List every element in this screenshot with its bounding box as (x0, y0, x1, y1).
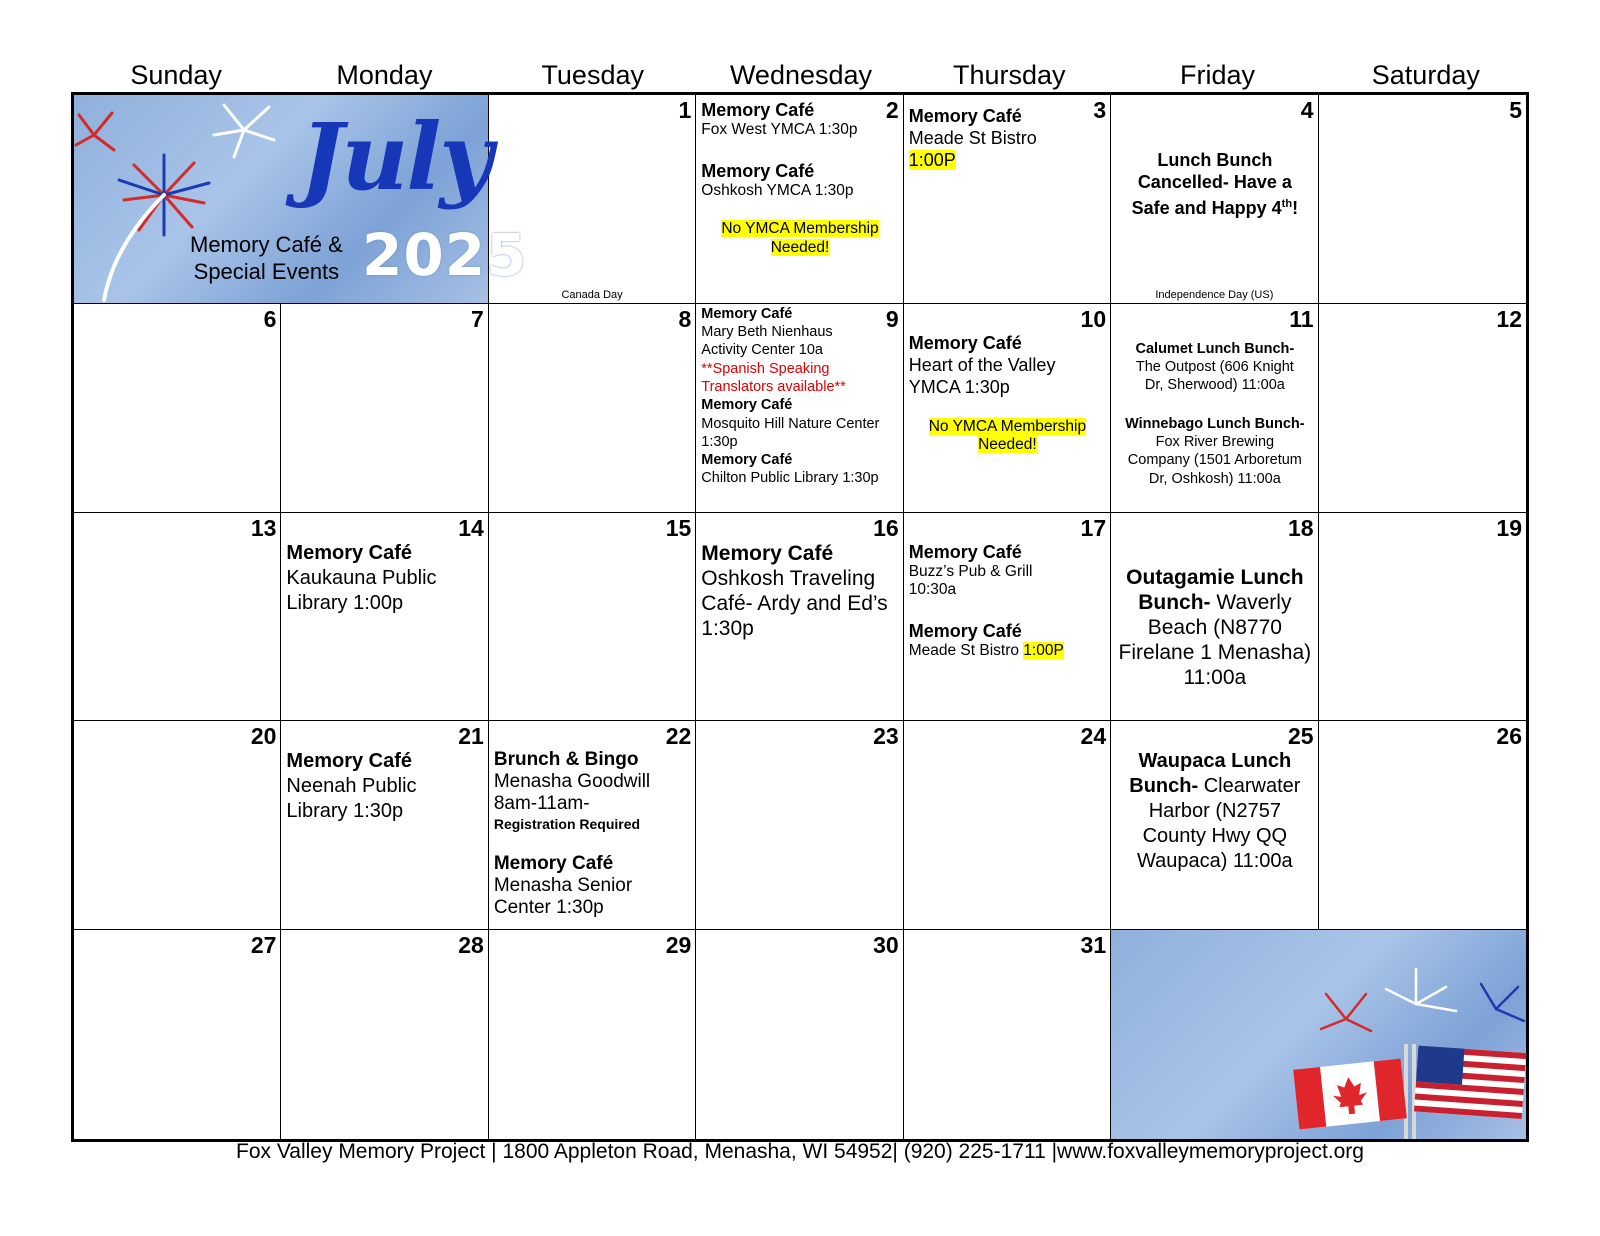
day-cell-19 (1319, 513, 1526, 722)
event-location: Dr, Sherwood) 11:00a (1144, 377, 1285, 394)
event-time: 1:00P (1023, 641, 1064, 659)
day-cell-25 (1111, 721, 1318, 930)
day-number: 15 (665, 514, 692, 541)
banner-subtitle-line1: Memory Café & (190, 232, 343, 257)
day-cell-12 (1319, 304, 1526, 513)
event-location: Meade St Bistro 1:00P (908, 641, 1064, 659)
month-banner (74, 95, 528, 304)
day-cell-15 (489, 513, 696, 722)
event-location: Center 1:30p (493, 897, 604, 919)
day-cell-16 (696, 513, 903, 722)
day-number: 16 (873, 514, 899, 541)
day-cell-24 (904, 721, 1111, 930)
weekday-thursday: Thursday (952, 60, 1066, 90)
event-line: Bunch- Waverly (1138, 590, 1292, 614)
day-cell-26 (1319, 721, 1526, 930)
event-line: Cancelled- Have a (1137, 172, 1292, 192)
event-time: 1:30p (701, 616, 754, 640)
event-title: Outagamie Lunch (1126, 565, 1304, 589)
day-number: 8 (678, 305, 692, 332)
event-title: Memory Café (286, 541, 413, 564)
day-number: 20 (250, 723, 277, 750)
event-title: Memory Café (908, 620, 1022, 641)
flags-decoration (1111, 930, 1526, 1139)
event-location: Oshkosh YMCA 1:30p (701, 181, 854, 199)
weekday-friday: Friday (1180, 60, 1256, 90)
day-number: 12 (1496, 305, 1522, 332)
day-number: 3 (1093, 97, 1107, 123)
event-location: Waupaca) 11:00a (1137, 850, 1293, 873)
day-number: 2 (885, 97, 899, 123)
event-location: Meade St Bistro (908, 128, 1037, 148)
event-title: Calumet Lunch Bunch- (1135, 340, 1295, 357)
event-title: Memory Café (701, 397, 793, 414)
day-number: 17 (1080, 514, 1107, 541)
banner-year: 2025 (362, 221, 528, 289)
event-line: Lunch Bunch (1157, 150, 1273, 170)
day-cell-30 (696, 930, 903, 1139)
event-location: Mary Beth Nienhaus (701, 324, 833, 341)
membership-note (909, 418, 1106, 455)
event-title: Memory Café (908, 541, 1022, 562)
day-cell-21 (281, 721, 488, 930)
calendar-grid (71, 92, 1529, 1142)
event-location: Kaukauna Public (286, 566, 437, 589)
event-time: 8am-11am- (493, 793, 590, 815)
banner-subtitle (190, 231, 343, 285)
day-number: 6 (263, 305, 277, 332)
holiday-label: Canada Day (561, 288, 623, 301)
event-title: Memory Café (701, 452, 793, 469)
day-number: 5 (1509, 97, 1522, 123)
usa-flag-icon (1414, 1046, 1526, 1119)
event-title: Memory Café (701, 541, 834, 565)
day-cell-22 (489, 721, 696, 930)
flags-icon (1256, 949, 1526, 1139)
event-time: 11:00a (1183, 665, 1247, 689)
event-location: Buzz’s Pub & Grill (908, 562, 1033, 580)
day-cell-31 (904, 930, 1111, 1139)
day-number: 19 (1496, 514, 1522, 541)
day-number: 27 (250, 932, 277, 959)
event-location: Mosquito Hill Nature Center (701, 415, 880, 432)
day-number: 13 (250, 514, 277, 541)
day-number: 14 (458, 514, 484, 541)
translator-note: **Spanish Speaking (701, 360, 830, 377)
day-number: 10 (1080, 305, 1107, 332)
day-cell-8 (489, 304, 696, 513)
weekday-wednesday: Wednesday (729, 60, 873, 90)
event-location: Company (1501 Arboretum (1127, 452, 1302, 469)
day-number: 9 (885, 305, 899, 332)
weekday-sunday: Sunday (130, 60, 222, 90)
day-cell-27 (74, 930, 281, 1139)
event-time: 1:30p (701, 433, 738, 450)
event-title: Memory Café (701, 100, 815, 120)
day-cell-7 (281, 304, 488, 513)
event-title: Waupaca Lunch (1138, 750, 1292, 773)
event-location: Neenah Public (286, 775, 417, 798)
event-location: Library 1:30p (286, 800, 404, 823)
weekday-header (72, 58, 1530, 92)
event-location: Harbor (N2757 (1148, 800, 1281, 823)
event-location: Firelane 1 Menasha) (1118, 640, 1312, 664)
day-number: 29 (665, 932, 692, 959)
weekday-tuesday: Tuesday (541, 60, 644, 90)
day-number: 11 (1289, 305, 1314, 332)
event-location: Menasha Goodwill (493, 771, 651, 793)
day-number: 7 (471, 305, 484, 332)
event-location: Activity Center 10a (701, 342, 823, 359)
membership-note (701, 220, 898, 257)
day-cell-13 (74, 513, 281, 722)
event-time: 10:30a (908, 581, 957, 599)
event-location: Oshkosh Traveling (701, 566, 876, 590)
day-number: 31 (1080, 932, 1107, 959)
event-title: Memory Café (701, 305, 793, 322)
day-number: 1 (678, 97, 692, 123)
day-number: 25 (1287, 723, 1314, 750)
registration-note: Registration Required (493, 816, 641, 833)
membership-note-line2: Needed! (770, 238, 830, 256)
event-title: Brunch & Bingo (493, 749, 639, 771)
event-title: Memory Café (286, 750, 413, 773)
membership-note-line1: No YMCA Membership (928, 417, 1087, 435)
day-cell-28 (281, 930, 488, 1139)
event-title: Winnebago Lunch Bunch- (1125, 415, 1305, 432)
event-title: Memory Café (493, 853, 614, 875)
day-number: 26 (1496, 723, 1522, 750)
day-cell-29 (489, 930, 696, 1139)
event-location: Café- Ardy and Ed’s (701, 591, 888, 615)
event-location: Fox River Brewing (1155, 433, 1275, 450)
month-title: July (300, 103, 491, 211)
event-location: Dr, Oshkosh) 11:00a (1148, 470, 1281, 487)
day-cell-1 (489, 95, 696, 304)
event-location: County Hwy QQ (1142, 825, 1288, 848)
day-number: 30 (873, 932, 899, 959)
translator-note: Translators available** (701, 378, 846, 395)
day-cell-4 (1111, 95, 1318, 304)
event-location: Library 1:00p (286, 591, 404, 614)
weekday-monday: Monday (336, 60, 433, 90)
event-location: Heart of the Valley (908, 354, 1056, 375)
day-cell-11 (1111, 304, 1318, 513)
event-title: Memory Café (908, 332, 1022, 353)
event-location: Beach (N8770 (1147, 615, 1282, 639)
canada-flag-icon (1293, 1059, 1407, 1130)
event-location: YMCA 1:30p (908, 376, 1010, 397)
membership-note-line1: No YMCA Membership (721, 220, 879, 237)
day-cell-2 (696, 95, 903, 304)
event-location: Fox West YMCA 1:30p (701, 121, 858, 138)
event-line: Safe and Happy 4th! (1131, 198, 1299, 218)
day-cell-23 (696, 721, 903, 930)
event-location: Chilton Public Library 1:30p (701, 470, 879, 487)
day-cell-20 (74, 721, 281, 930)
event-title: Memory Café (908, 106, 1022, 126)
weekday-saturday: Saturday (1371, 60, 1480, 90)
event-time: 1:00P (908, 150, 956, 170)
day-cell-6 (74, 304, 281, 513)
day-cell-14 (281, 513, 488, 722)
event-title: Memory Café (701, 160, 815, 181)
day-cell-3 (904, 95, 1111, 304)
day-cell-5 (1319, 95, 1526, 304)
day-number: 23 (873, 723, 899, 750)
day-cell-17 (904, 513, 1111, 722)
event-location: The Outpost (606 Knight (1135, 359, 1294, 376)
footer-contact: Fox Valley Memory Project | 1800 Appleton Road, Menasha, WI 54952| (920) 225-1711 |www.foxvalleymemoryproject.org (236, 1140, 1364, 1163)
day-number: 22 (665, 723, 692, 750)
event-line: Bunch- Clearwater (1129, 775, 1301, 798)
day-cell-18 (1111, 513, 1318, 722)
day-cell-9 (696, 304, 903, 513)
day-number: 21 (458, 723, 484, 750)
holiday-label: Independence Day (US) (1155, 288, 1274, 301)
day-number: 28 (458, 932, 484, 959)
day-number: 18 (1287, 514, 1314, 541)
membership-note-line2: Needed! (978, 436, 1037, 454)
banner-subtitle-line2: Special Events (193, 259, 340, 284)
day-number: 24 (1080, 723, 1107, 750)
event-location: Menasha Senior (493, 875, 633, 897)
day-cell-10 (904, 304, 1111, 513)
day-number: 4 (1300, 97, 1314, 123)
